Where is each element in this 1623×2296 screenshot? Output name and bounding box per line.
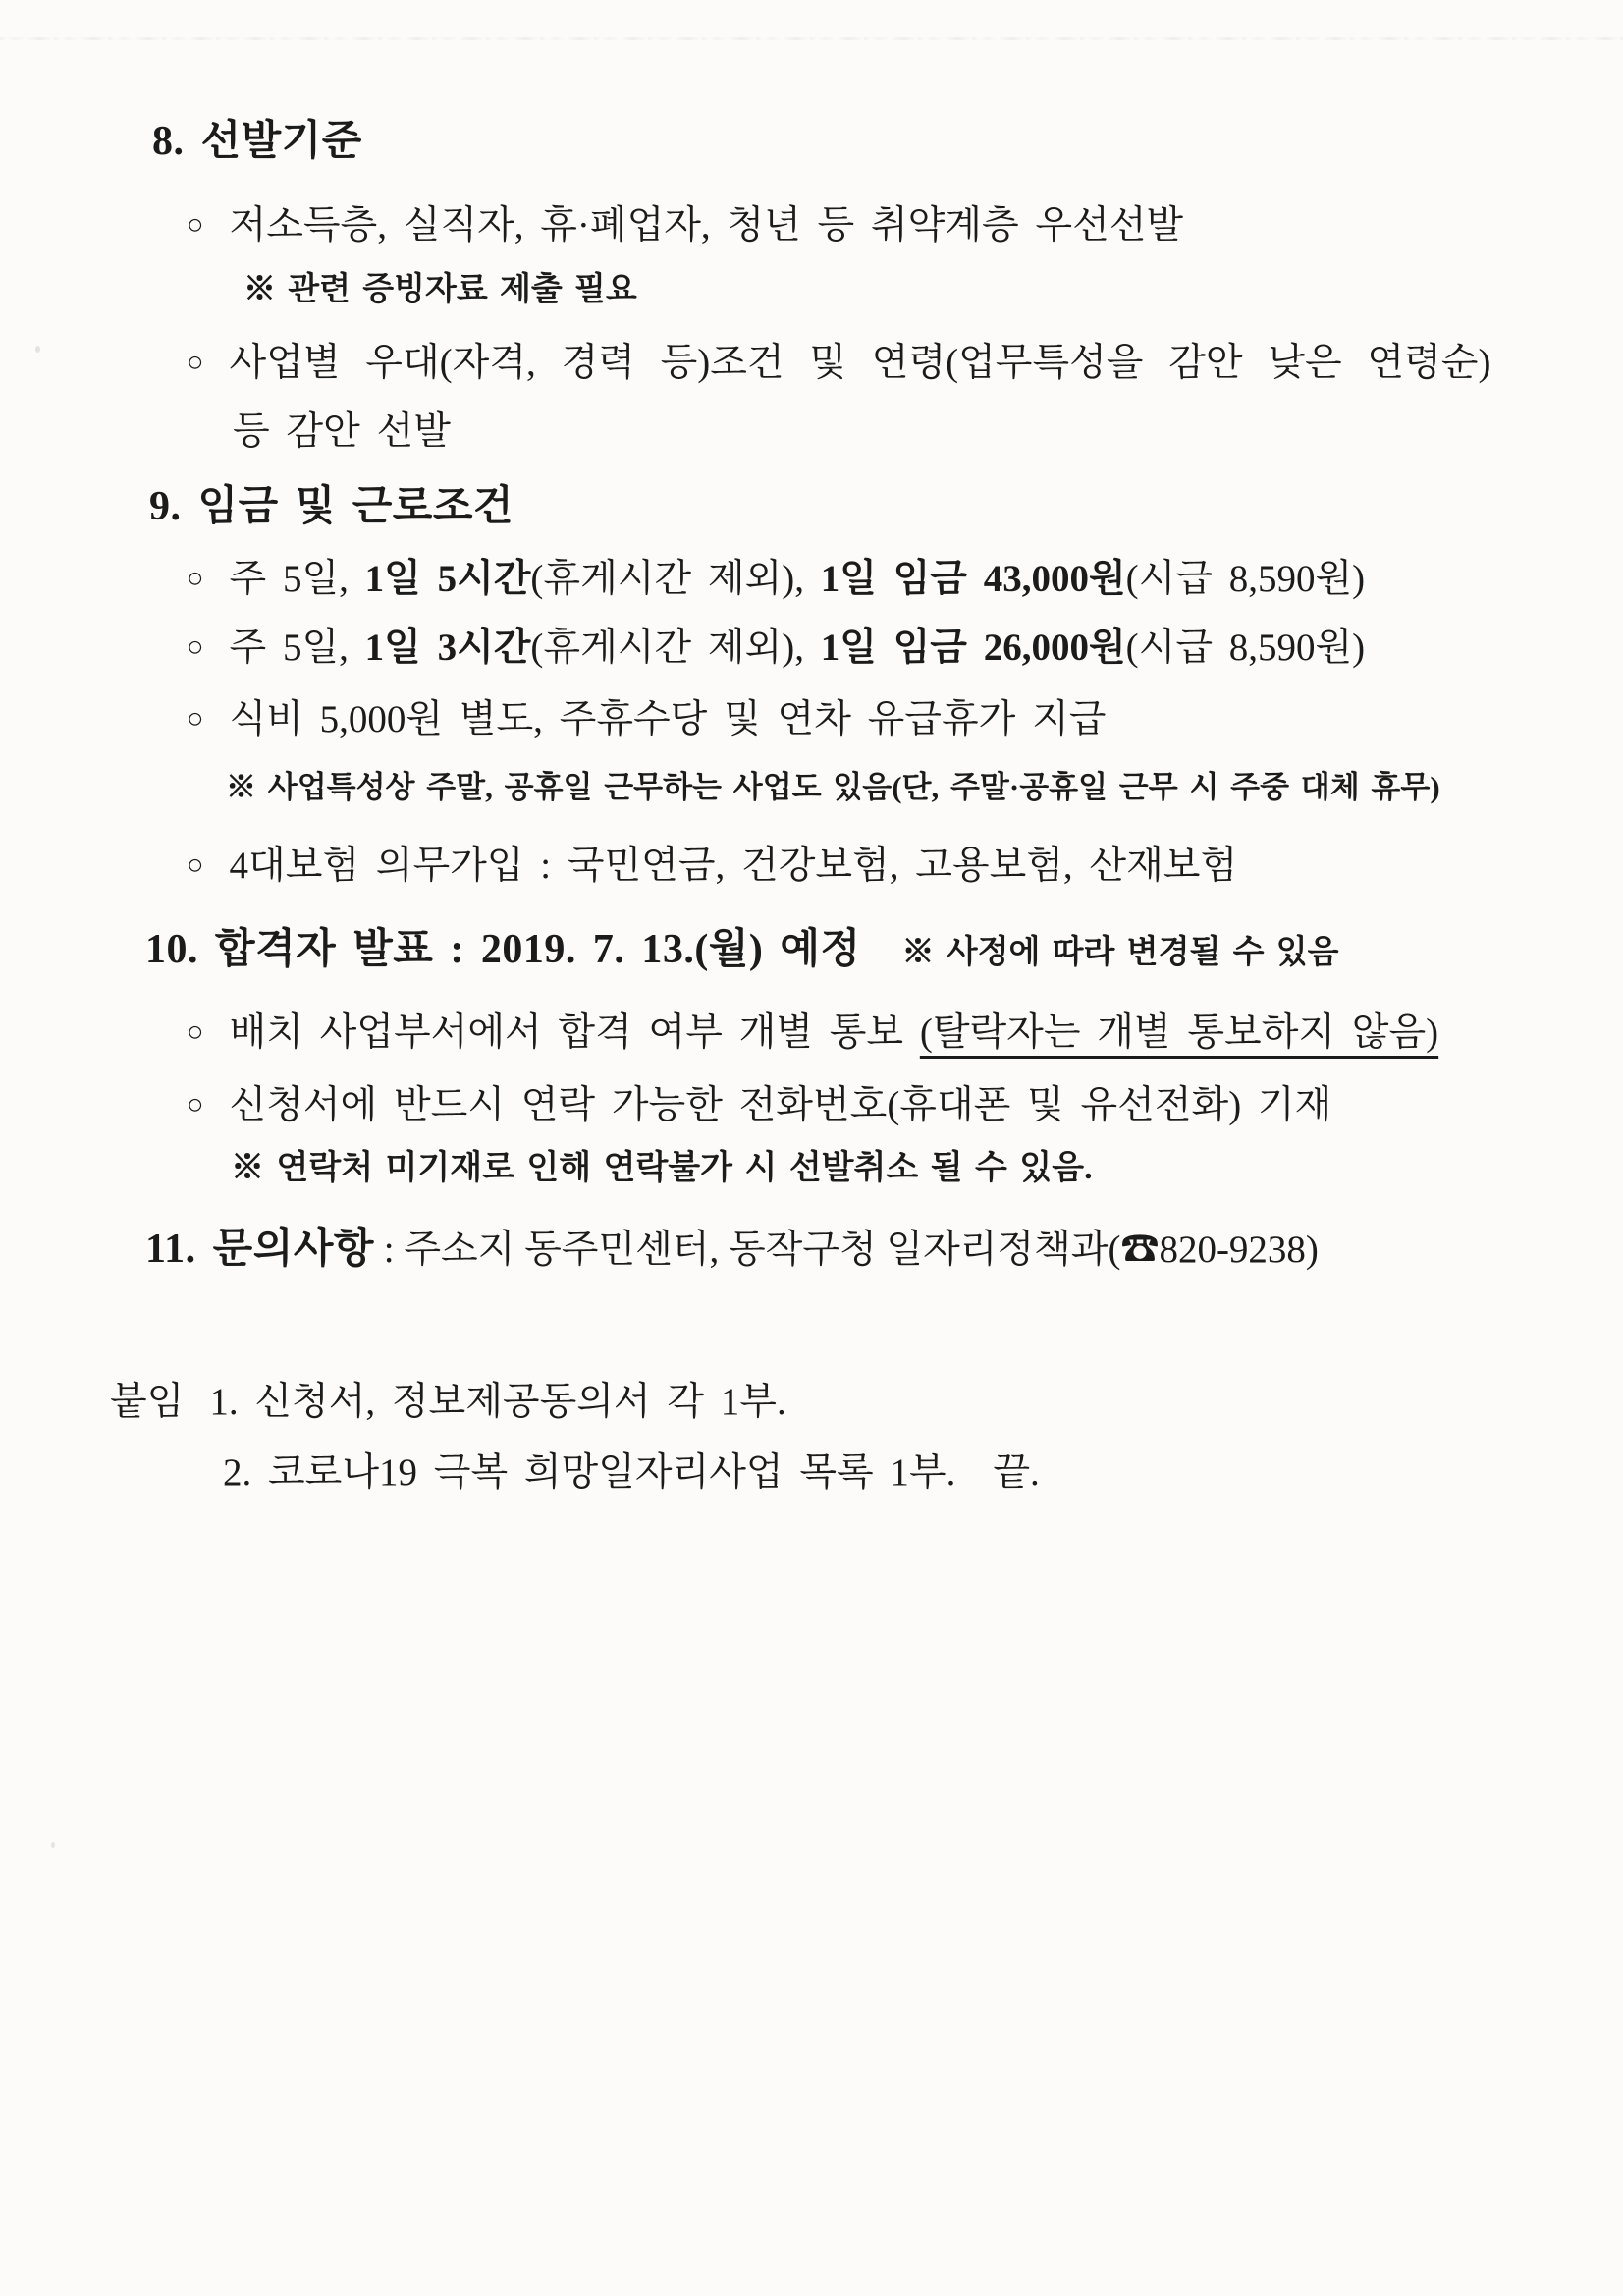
attachment-item: 1. 신청서, 정보제공동의서 각 1부. bbox=[209, 1381, 786, 1423]
section-8-note: ※ 관련 증빙자료 제출 필요 bbox=[243, 272, 637, 307]
circle-bullet-icon: ○ bbox=[187, 1089, 204, 1121]
circle-bullet-icon: ○ bbox=[187, 631, 204, 663]
section-8-bullet-1 bbox=[187, 194, 1183, 249]
wage-amount: 1일 임금 43,000원 bbox=[820, 558, 1126, 600]
wage-text: 주 5일, bbox=[229, 627, 365, 669]
bullet-text: 배치 사업부서에서 합격 여부 개별 통보 bbox=[229, 1011, 920, 1054]
bullet-text: 저소득층, 실직자, 휴·폐업자, 청년 등 취약계층 우선선발 bbox=[229, 204, 1184, 246]
section-9-wage-1 bbox=[187, 548, 1365, 603]
section-9-meal bbox=[187, 688, 1106, 743]
section-11-body: : 주소지 동주민센터, 동작구청 일자리정책과(☎820-9238) bbox=[373, 1229, 1319, 1271]
section-8-bullet-2 bbox=[187, 332, 1490, 387]
section-9-insurance bbox=[187, 835, 1237, 890]
section-9-meal-note: ※ 사업특성상 주말, 공휴일 근무하는 사업도 있음(단, 주말·공휴일 근무 시 주중 대체 휴무) bbox=[226, 770, 1440, 804]
attachment-line-2 bbox=[223, 1442, 1040, 1497]
wage-text: (시급 8,590원) bbox=[1125, 627, 1366, 669]
section-10-heading-row bbox=[145, 916, 1338, 975]
attachment-label: 붙임 bbox=[110, 1381, 185, 1423]
wage-text: (휴게시간 제외), bbox=[530, 627, 821, 669]
wage-text: (휴게시간 제외), bbox=[530, 558, 821, 600]
bullet-text: 식비 5,000원 별도, 주휴수당 및 연차 유급휴가 지급 bbox=[229, 698, 1107, 740]
section-11-heading: 11. 문의사항 bbox=[145, 1227, 374, 1272]
wage-amount: 1일 임금 26,000원 bbox=[820, 627, 1126, 669]
section-11-row bbox=[145, 1216, 1319, 1275]
section-10-bullet-2 bbox=[187, 1074, 1331, 1129]
circle-bullet-icon: ○ bbox=[187, 703, 204, 735]
document-end-label: 끝. bbox=[993, 1451, 1040, 1494]
circle-bullet-icon: ○ bbox=[187, 849, 204, 881]
wage-text: 주 5일, bbox=[229, 558, 365, 600]
section-10-bullet-1 bbox=[187, 1002, 1438, 1057]
section-9-wage-2 bbox=[187, 617, 1365, 672]
section-8-heading: 8. 선발기준 bbox=[152, 119, 362, 164]
circle-bullet-icon: ○ bbox=[187, 563, 204, 594]
section-10-heading-note: ※ 사정에 따라 변경될 수 있음 bbox=[901, 935, 1339, 970]
section-8-bullet-2-wrap: 등 감안 선발 bbox=[233, 410, 451, 453]
wage-hours: 1일 3시간 bbox=[364, 627, 531, 669]
section-10-note: ※ 연락처 미기재로 인해 연락불가 시 선발취소 될 수 있음. bbox=[231, 1150, 1093, 1186]
wage-text: (시급 8,590원) bbox=[1125, 558, 1366, 600]
scan-artifact bbox=[0, 37, 1623, 40]
wage-hours: 1일 5시간 bbox=[364, 558, 531, 600]
scan-artifact bbox=[51, 1842, 55, 1848]
circle-bullet-icon: ○ bbox=[187, 347, 204, 378]
bullet-text: 사업별 우대(자격, 경력 등)조건 및 연령(업무특성을 감안 낮은 연령순) bbox=[229, 342, 1491, 384]
bullet-text: 4대보험 의무가입 : 국민연금, 건강보험, 고용보험, 산재보험 bbox=[229, 845, 1238, 887]
circle-bullet-icon: ○ bbox=[187, 209, 204, 241]
section-9-heading: 9. 임금 및 근로조건 bbox=[149, 484, 514, 529]
circle-bullet-icon: ○ bbox=[187, 1016, 204, 1048]
underlined-text: (탈락자는 개별 통보하지 않음) bbox=[919, 1011, 1439, 1054]
bullet-text: 신청서에 반드시 연락 가능한 전화번호(휴대폰 및 유선전화) 기재 bbox=[229, 1084, 1332, 1126]
attachment-item: 2. 코로나19 극복 희망일자리사업 목록 1부. bbox=[223, 1451, 956, 1494]
attachment-line-1 bbox=[110, 1371, 786, 1426]
section-10-heading: 10. 합격자 발표 : 2019. 7. 13.(월) 예정 bbox=[145, 927, 861, 972]
scan-artifact bbox=[35, 346, 40, 353]
